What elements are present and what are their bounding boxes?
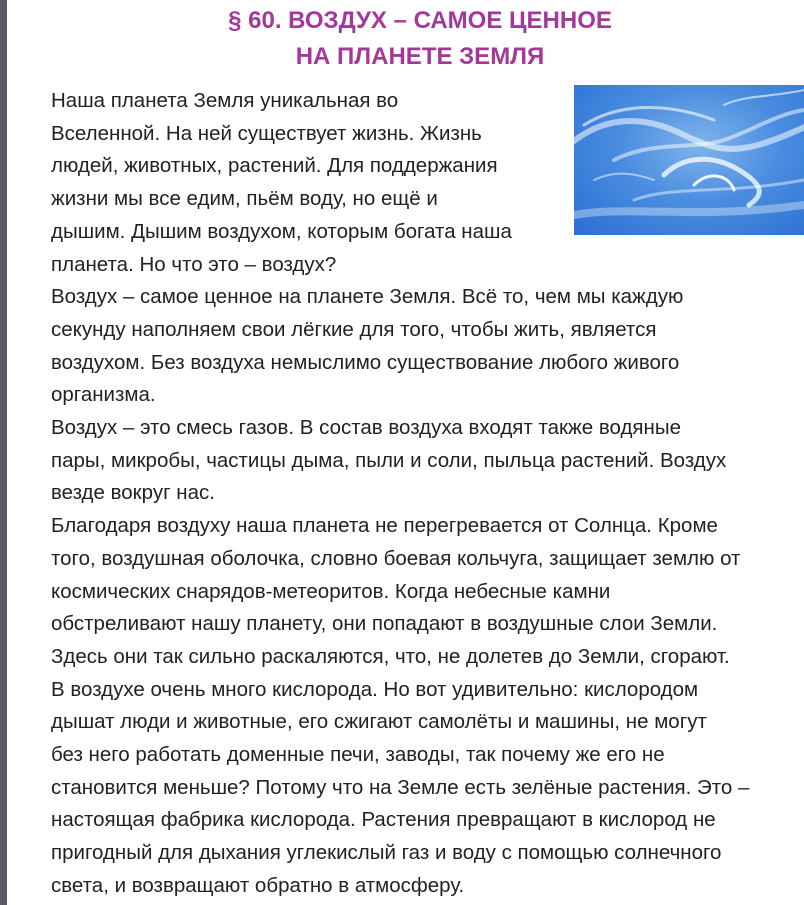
text-line: без него работать доменные печи, заводы, так почему же его не bbox=[51, 743, 665, 767]
text-line: воздухом. Без воздуха немыслимо существование любого живого bbox=[51, 350, 680, 374]
text-line: секунду наполняем свои лёгкие для того, чтобы жить, является bbox=[51, 317, 657, 341]
text-line: В воздухе очень много кислорода. Но вот удивительно: кислородом bbox=[51, 677, 699, 701]
text-line: света, и возвращают обратно в атмосферу. bbox=[51, 873, 465, 897]
text-line: людей, животных, растений. Для поддержания bbox=[51, 154, 498, 178]
text-line: организма. bbox=[51, 383, 156, 407]
sky-clouds-image bbox=[574, 85, 804, 235]
cloud-wisps bbox=[574, 85, 804, 235]
text-line: дышат люди и животные, его сжигают самолёты и машины, не могут bbox=[51, 710, 707, 734]
text-line: того, воздушная оболочка, словно боевая кольчуга, защищает землю от bbox=[51, 546, 741, 570]
text-line: пригодный для дыхания углекислый газ и воду с помощью солнечного bbox=[51, 841, 722, 865]
section-title-line-2: НА ПЛАНЕТЕ ЗЕМЛЯ bbox=[295, 43, 545, 70]
page-edge-bar bbox=[0, 0, 7, 905]
paragraph bbox=[23, 281, 804, 412]
text-line: жизни мы все едим, пьём воду, но ещё и bbox=[51, 187, 438, 211]
text-line: дышим. Дышим воздухом, которым богата наша bbox=[51, 219, 512, 243]
section-title-line-1: § 60. ВОЗДУХ – САМОЕ ЦЕННОЕ bbox=[228, 7, 612, 34]
text-line: настоящая фабрика кислорода. Растения превращают в кислород не bbox=[51, 808, 716, 832]
text-line: планета. Но что это – воздух? bbox=[51, 252, 337, 276]
text-line: Наша планета Земля уникальная во bbox=[51, 89, 399, 112]
text-line: Воздух – самое ценное на планете Земля. Всё то, чем мы каждую bbox=[51, 285, 684, 309]
text-line: становится меньше? Потому что на Земле есть зелёные растения. Это – bbox=[51, 775, 750, 799]
text-line: Вселенной. На ней существует жизнь. Жизнь bbox=[51, 121, 482, 145]
text-line: везде вокруг нас. bbox=[51, 481, 215, 505]
paragraph bbox=[23, 412, 804, 510]
text-line: Благодаря воздуху наша планета не перегревается от Солнца. Кроме bbox=[51, 514, 718, 538]
text-line: Здесь они так сильно раскаляются, что, не долетев до Земли, сгорают. bbox=[51, 644, 730, 668]
article-body bbox=[23, 85, 804, 905]
text-line: космических снарядов-метеоритов. Когда небесные камни bbox=[51, 579, 611, 603]
paragraph bbox=[23, 674, 804, 903]
text-line: Воздух – это смесь газов. В состав воздуха входят также водяные bbox=[51, 416, 681, 440]
paragraph bbox=[23, 510, 804, 674]
text-line: обстреливают нашу планету, они попадают в воздушные слои Земли. bbox=[51, 612, 718, 636]
text-line: пары, микробы, частицы дыма, пыли и соли, пыльца растений. Воздух bbox=[51, 448, 727, 472]
section-title bbox=[20, 3, 804, 75]
